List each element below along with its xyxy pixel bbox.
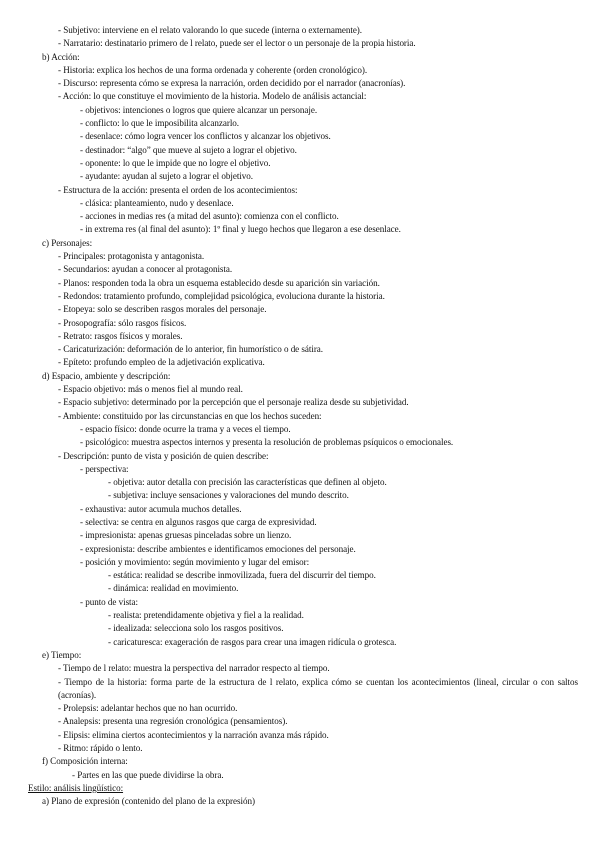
text-line: - Ritmo: rápido o lento. — [58, 743, 143, 754]
document-page — [0, 24, 599, 809]
text-line: - Prosopografía: sólo rasgos físicos. — [58, 317, 187, 328]
text-line: - Secundarios: ayudan a conocer al protagonista. — [58, 264, 233, 275]
text-line: - exhaustiva: autor acumula muchos detalles. — [80, 503, 242, 514]
text-line: d) Espacio, ambiente y descripción: — [42, 370, 171, 381]
text-line: - destinador: “algo” que mueve al sujeto a lograr el objetivo. — [80, 144, 297, 155]
text-line: - subjetiva: incluye sensaciones y valoraciones del mundo descrito. — [108, 490, 349, 501]
text-line: - Ambiente: constituido por las circunstancias en que los hechos suceden: — [58, 410, 322, 421]
text-line: - Retrato: rasgos físicos y morales. — [58, 330, 183, 341]
text-line: - objetiva: autor detalla con precisión las características que definen al objeto. — [108, 477, 387, 488]
text-line: - in extrema res (al final del asunto): 1º final y luego hechos que llegaron a ese desenlace. — [80, 224, 401, 235]
text-line: - Prolepsis: adelantar hechos que no han ocurrido. — [58, 703, 238, 714]
text-line: - Redondos: tratamiento profundo, complejidad psicológica, evoluciona durante la historia. — [58, 290, 385, 301]
text-line: - Epíteto: profundo empleo de la adjetivación explicativa. — [58, 357, 265, 368]
text-line: Estilo: análisis lingüístico: — [28, 782, 124, 793]
text-line: - Principales: protagonista y antagonista. — [58, 251, 205, 262]
text-line: - conflicto: lo que le imposibilita alcanzarlo. — [80, 118, 240, 129]
text-line: - caricaturesca: exageración de rasgos para crear una imagen ridícula o grotesca. — [108, 636, 397, 647]
text-line: - ayudante: ayudan al sujeto a lograr el objetivo. — [80, 171, 253, 182]
text-line: - Narratario: destinatario primero de l relato, puede ser el lector o un personaje de la propia historia. — [58, 38, 416, 49]
text-line: - psicológico: muestra aspectos internos y presenta la resolución de problemas psíquicos o emocionales. — [80, 437, 454, 448]
text-line: - idealizada: selecciona solo los rasgos positivos. — [108, 623, 284, 634]
text-line: a) Plano de expresión (contenido del plano de la expresión) — [42, 796, 255, 807]
text-line: - Espacio subjetivo: determinado por la percepción que el personaje realiza desde su subjetividad. — [58, 397, 409, 408]
text-line: - Partes en las que puede dividirse la obra. — [72, 769, 224, 780]
text-line: - punto de vista: — [80, 596, 138, 607]
text-line: - expresionista: describe ambientes e identificamos emociones del personaje. — [80, 543, 356, 554]
text-line: - Subjetivo: interviene en el relato valorando lo que sucede (interna o externamente). — [58, 25, 363, 35]
text-line: - posición y movimiento: según movimiento y lugar del emisor: — [80, 556, 310, 567]
text-line: - objetivos: intenciones o logros que quiere alcanzar un personaje. — [80, 104, 318, 115]
text-line: - espacio físico: donde ocurre la trama y a veces el tiempo. — [80, 423, 291, 434]
text-line: - desenlace: cómo logra vencer los conflictos y alcanzar los objetivos. — [80, 131, 331, 142]
text-line: - impresionista: apenas gruesas pinceladas sobre un lienzo. — [80, 530, 292, 541]
text-line: - clásica: planteamiento, nudo y desenlace. — [80, 197, 234, 208]
text-line: c) Personajes: — [42, 237, 93, 248]
text-line: - Acción: lo que constituye el movimiento de la historia. Modelo de análisis actancial: — [58, 91, 367, 102]
text-line: - Discurso: representa cómo se expresa la narración, orden decidido por el narrador (anacronías). — [58, 78, 406, 89]
text-line: - Etopeya: solo se describen rasgos morales del personaje. — [58, 304, 267, 315]
text-line: - realista: pretendidamente objetiva y fiel a la realidad. — [108, 610, 304, 621]
text-line: e) Tiempo: — [42, 649, 82, 660]
text-line: b) Acción: — [42, 51, 80, 62]
text-line: - selectiva: se centra en algunos rasgos que carga de expresividad. — [80, 516, 317, 527]
text-line: - Tiempo de la historia: forma parte de la estructura de l relato, explica cómo se cuentan los acontecimientos (lineal, circular o con saltos (acronías). — [58, 676, 578, 700]
text-line: - Elipsis: elimina ciertos acontecimientos y la narración avanza más rápido. — [58, 729, 329, 740]
text-line: f) Composición interna: — [42, 756, 128, 767]
text-line: - Descripción: punto de vista y posición de quien describe: — [58, 450, 269, 461]
text-line: - dinámica: realidad en movimiento. — [108, 583, 239, 594]
text-line: - Planos: responden toda la obra un esquema establecido desde su aparición sin variación. — [58, 277, 380, 288]
text-line: - perspectiva: — [80, 463, 129, 474]
text-line: - Espacio objetivo: más o menos fiel al mundo real. — [58, 384, 243, 395]
text-line: - oponente: lo que le impide que no logre el objetivo. — [80, 157, 271, 168]
text-line: - Historia: explica los hechos de una forma ordenada y coherente (orden cronológico). — [58, 64, 368, 75]
text-line: - estática: realidad se describe inmovilizada, fuera del discurrir del tiempo. — [108, 570, 376, 581]
text-line: - Tiempo de l relato: muestra la perspectiva del narrador respecto al tiempo. — [58, 663, 330, 674]
text-line: - Estructura de la acción: presenta el orden de los acontecimientos: — [58, 184, 298, 195]
text-line: - Analepsis: presenta una regresión cronológica (pensamientos). — [58, 716, 288, 727]
text-line: - acciones in medias res (a mitad del asunto): comienza con el conflicto. — [80, 211, 339, 222]
text-line: - Caricaturización: deformación de lo anterior, fin humorístico o de sátira. — [58, 344, 324, 355]
